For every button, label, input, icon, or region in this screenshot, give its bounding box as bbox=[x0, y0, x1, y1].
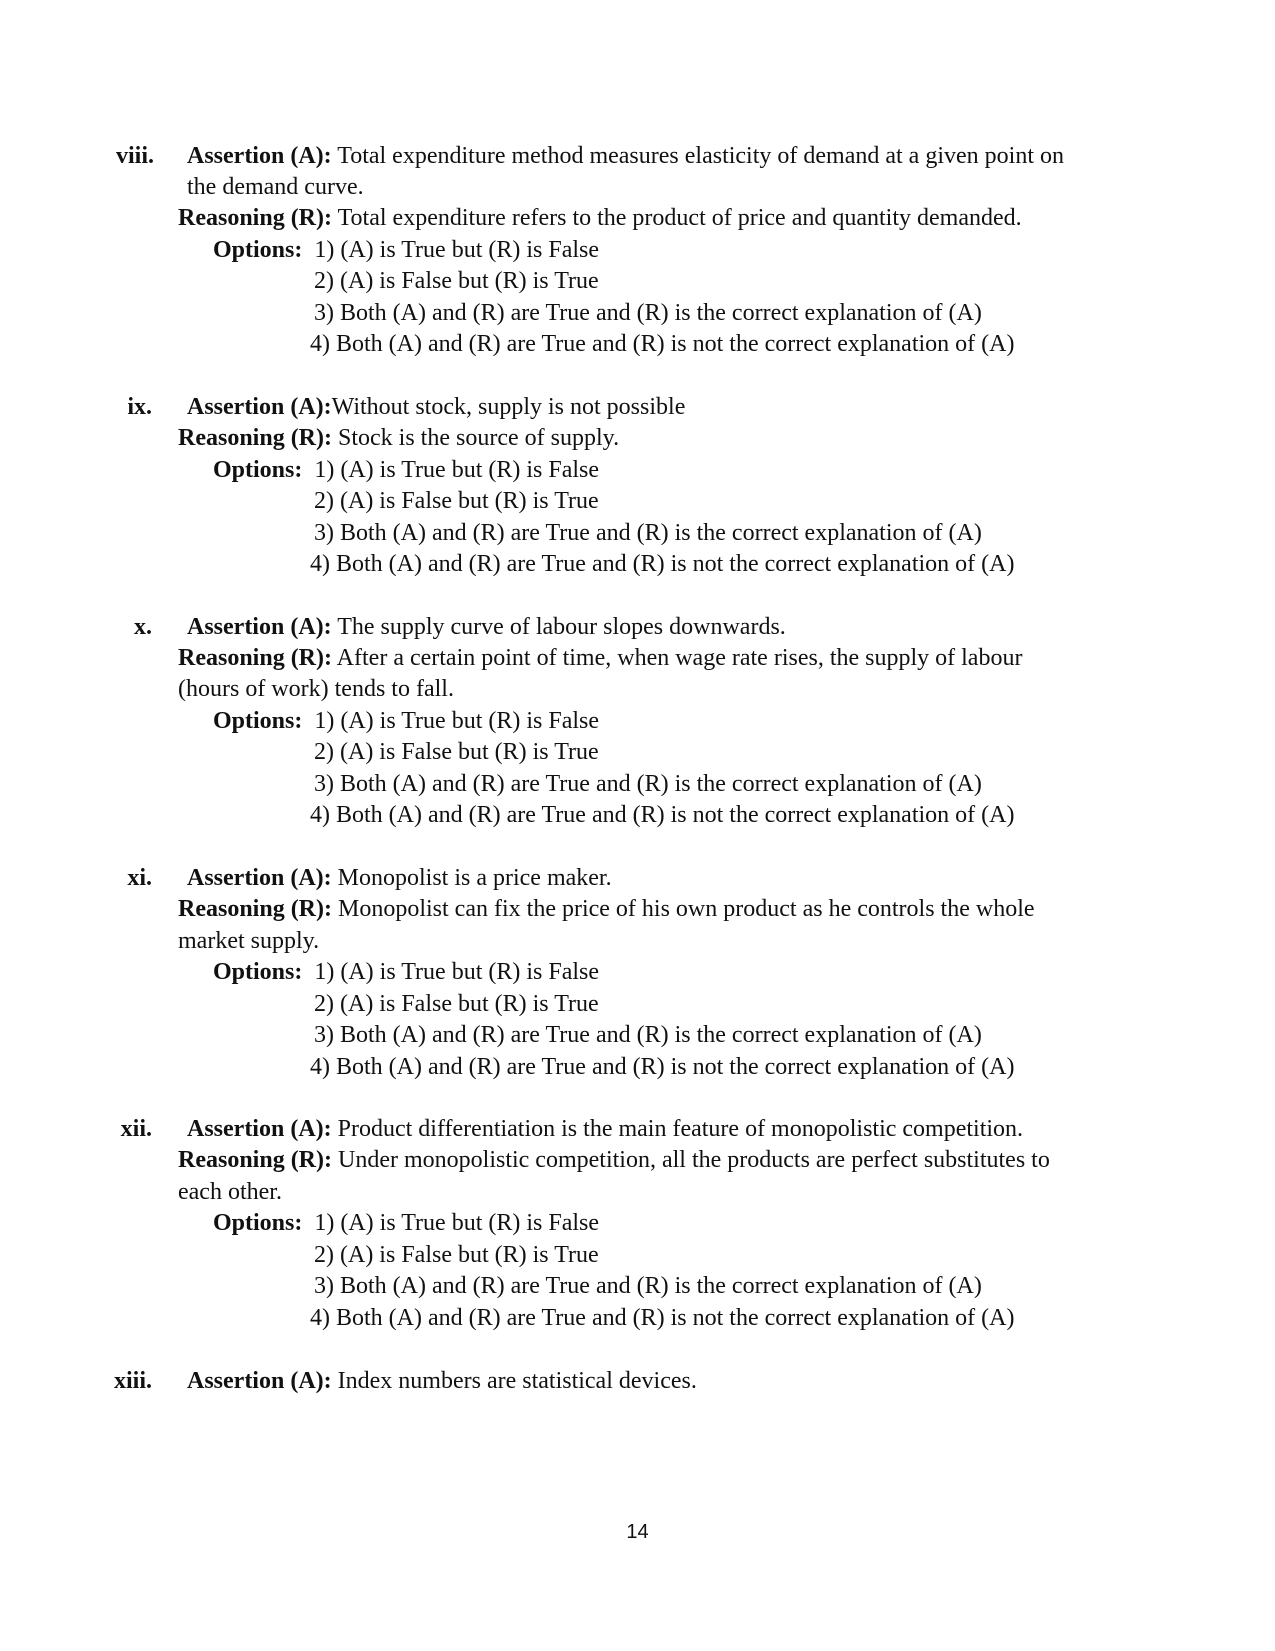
reasoning-label: Reasoning (R): bbox=[178, 205, 332, 231]
option-1: 1) (A) is True but (R) is False bbox=[314, 708, 600, 734]
options-line bbox=[213, 1207, 599, 1240]
assertion-label: Assertion (A): bbox=[187, 1116, 332, 1142]
options-line bbox=[213, 956, 599, 989]
option-3: 3) Both (A) and (R) are True and (R) is the correct explanation of (A) bbox=[314, 771, 982, 797]
assertion-text: Without stock, supply is not possible bbox=[331, 394, 686, 420]
options-line bbox=[213, 454, 599, 487]
option-1: 1) (A) is True but (R) is False bbox=[314, 457, 600, 483]
assertion-label: Assertion (A): bbox=[187, 143, 332, 169]
option-1: 1) (A) is True but (R) is False bbox=[314, 959, 600, 985]
option-3: 3) Both (A) and (R) are True and (R) is the correct explanation of (A) bbox=[314, 1022, 982, 1048]
assertion-line bbox=[187, 1113, 1023, 1146]
option-4: 4) Both (A) and (R) are True and (R) is not the correct explanation of (A) bbox=[310, 1054, 1015, 1080]
assertion-line bbox=[187, 611, 786, 644]
option-2: 2) (A) is False but (R) is True bbox=[314, 488, 599, 514]
options-line bbox=[213, 705, 599, 738]
reasoning-text: Under monopolistic competition, all the products are perfect substitutes to bbox=[332, 1147, 1050, 1173]
options-label: Options: bbox=[213, 237, 303, 263]
option-4: 4) Both (A) and (R) are True and (R) is not the correct explanation of (A) bbox=[310, 551, 1015, 577]
assertion-text: Monopolist is a price maker. bbox=[331, 865, 612, 891]
option-4: 4) Both (A) and (R) are True and (R) is not the correct explanation of (A) bbox=[310, 802, 1015, 828]
options-label: Options: bbox=[213, 457, 303, 483]
reasoning-text: Stock is the source of supply. bbox=[332, 425, 620, 451]
assertion-text: Product differentiation is the main feature of monopolistic competition. bbox=[331, 1116, 1024, 1142]
reasoning-continuation: market supply. bbox=[178, 928, 320, 954]
question-number: xiii. bbox=[113, 1368, 152, 1394]
option-1: 1) (A) is True but (R) is False bbox=[314, 1210, 600, 1236]
reasoning-label: Reasoning (R): bbox=[178, 425, 332, 451]
question-number: ix. bbox=[127, 394, 152, 420]
options-line bbox=[213, 234, 599, 267]
assertion-label: Assertion (A): bbox=[187, 394, 332, 420]
assertion-label: Assertion (A): bbox=[187, 1368, 332, 1394]
assertion-line bbox=[187, 140, 1064, 173]
reasoning-text: Monopolist can fix the price of his own product as he controls the whole bbox=[332, 896, 1035, 922]
question-number: viii. bbox=[115, 143, 154, 169]
option-3: 3) Both (A) and (R) are True and (R) is the correct explanation of (A) bbox=[314, 1273, 982, 1299]
option-2: 2) (A) is False but (R) is True bbox=[314, 991, 599, 1017]
option-4: 4) Both (A) and (R) are True and (R) is not the correct explanation of (A) bbox=[310, 1305, 1015, 1331]
option-2: 2) (A) is False but (R) is True bbox=[314, 1242, 599, 1268]
reasoning-line bbox=[178, 1144, 1050, 1177]
page-number: 14 bbox=[626, 1521, 649, 1543]
option-2: 2) (A) is False but (R) is True bbox=[314, 739, 599, 765]
reasoning-continuation: (hours of work) tends to fall. bbox=[178, 676, 454, 702]
reasoning-text: Total expenditure refers to the product of price and quantity demanded. bbox=[332, 205, 1022, 231]
assertion-continuation: the demand curve. bbox=[187, 174, 364, 200]
assertion-label: Assertion (A): bbox=[187, 614, 332, 640]
reasoning-line bbox=[178, 202, 1022, 235]
assertion-text: Total expenditure method measures elasticity of demand at a given point on bbox=[331, 143, 1064, 169]
reasoning-text: After a certain point of time, when wage rate rises, the supply of labour bbox=[332, 645, 1023, 671]
reasoning-continuation: each other. bbox=[178, 1179, 282, 1205]
option-2: 2) (A) is False but (R) is True bbox=[314, 268, 599, 294]
assertion-line bbox=[187, 1365, 697, 1398]
option-3: 3) Both (A) and (R) are True and (R) is the correct explanation of (A) bbox=[314, 300, 982, 326]
options-label: Options: bbox=[213, 1210, 303, 1236]
reasoning-line bbox=[178, 422, 619, 455]
options-label: Options: bbox=[213, 708, 303, 734]
assertion-text: The supply curve of labour slopes downwards. bbox=[331, 614, 786, 640]
options-label: Options: bbox=[213, 959, 303, 985]
assertion-text: Index numbers are statistical devices. bbox=[331, 1368, 697, 1394]
question-number: xi. bbox=[127, 865, 152, 891]
question-number: xii. bbox=[120, 1116, 152, 1142]
reasoning-line bbox=[178, 642, 1022, 675]
option-1: 1) (A) is True but (R) is False bbox=[314, 237, 600, 263]
assertion-line bbox=[187, 391, 685, 424]
reasoning-label: Reasoning (R): bbox=[178, 896, 332, 922]
assertion-label: Assertion (A): bbox=[187, 865, 332, 891]
option-4: 4) Both (A) and (R) are True and (R) is not the correct explanation of (A) bbox=[310, 331, 1015, 357]
reasoning-label: Reasoning (R): bbox=[178, 645, 332, 671]
assertion-line bbox=[187, 862, 612, 895]
option-3: 3) Both (A) and (R) are True and (R) is the correct explanation of (A) bbox=[314, 520, 982, 546]
reasoning-label: Reasoning (R): bbox=[178, 1147, 332, 1173]
reasoning-line bbox=[178, 893, 1035, 926]
question-number: x. bbox=[134, 614, 152, 640]
